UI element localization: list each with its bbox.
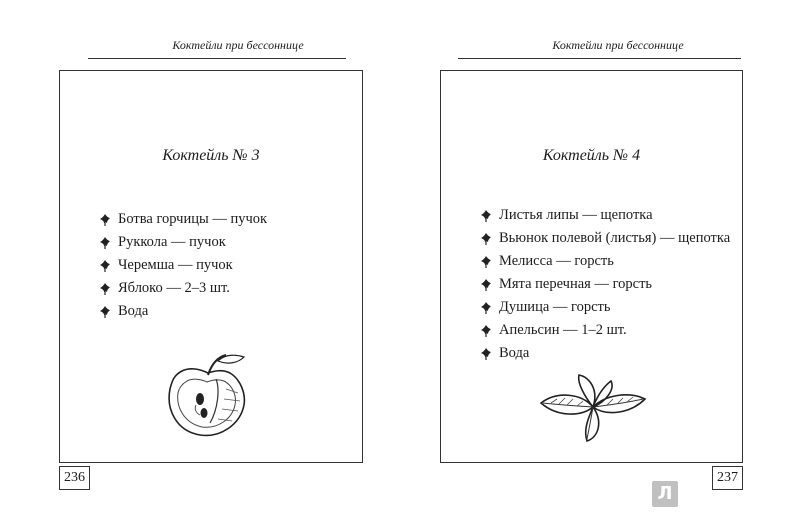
leaf-bullet-icon [479, 209, 499, 223]
list-item [479, 342, 730, 365]
list-item [98, 231, 267, 254]
header-rule [458, 58, 741, 59]
page-number: 236 [59, 466, 90, 490]
list-item [479, 296, 730, 319]
ingredient-text: Вьюнок полевой (листья) — щепотка [499, 230, 731, 246]
basil-leaves-icon [537, 373, 649, 448]
leaf-bullet-icon [98, 236, 118, 250]
leaf-bullet-icon [479, 278, 499, 292]
ingredient-list [98, 208, 267, 323]
recipe-frame [59, 70, 363, 463]
ingredient-text: Вода [499, 345, 530, 361]
ingredient-text: Листья липы — щепотка [499, 207, 653, 223]
cocktail-title: Коктейль № 4 [542, 147, 641, 164]
ingredient-text: Вода [118, 303, 149, 319]
right-page [400, 0, 800, 519]
list-item [479, 227, 730, 250]
ingredient-text: Мята перечная — горсть [499, 276, 653, 292]
leaf-bullet-icon [479, 347, 499, 361]
header-rule [88, 58, 346, 59]
list-item [98, 300, 267, 323]
ingredient-text: Ботва горчицы — пучок [118, 211, 268, 227]
ingredient-list [479, 204, 730, 365]
labirint-logo-icon: Л [652, 481, 678, 507]
ingredient-text: Черемша — пучок [118, 257, 233, 273]
list-item [98, 277, 267, 300]
ingredient-text: Руккола — пучок [118, 234, 226, 250]
leaf-bullet-icon [98, 259, 118, 273]
ingredient-text: Яблоко — 2–3 шт. [118, 280, 230, 296]
list-item [479, 319, 730, 342]
list-item [98, 208, 267, 231]
list-item [479, 273, 730, 296]
leaf-bullet-icon [98, 305, 118, 319]
ingredient-text: Мелисса — горсть [499, 253, 614, 269]
leaf-bullet-icon [479, 255, 499, 269]
leaf-bullet-icon [98, 213, 118, 227]
running-head: Коктейли при бессоннице [552, 38, 684, 52]
ingredient-text: Апельсин — 1–2 шт. [499, 322, 627, 338]
recipe-frame [440, 70, 743, 463]
leaf-bullet-icon [479, 232, 499, 246]
list-item [98, 254, 267, 277]
leaf-bullet-icon [479, 301, 499, 315]
leaf-bullet-icon [479, 324, 499, 338]
ingredient-text: Душица — горсть [499, 299, 611, 315]
running-head: Коктейли при бессоннице [172, 38, 304, 52]
apple-half-icon [160, 349, 252, 444]
page-number: 237 [712, 466, 743, 490]
cocktail-title: Коктейль № 3 [162, 147, 260, 164]
list-item [479, 204, 730, 227]
list-item [479, 250, 730, 273]
leaf-bullet-icon [98, 282, 118, 296]
